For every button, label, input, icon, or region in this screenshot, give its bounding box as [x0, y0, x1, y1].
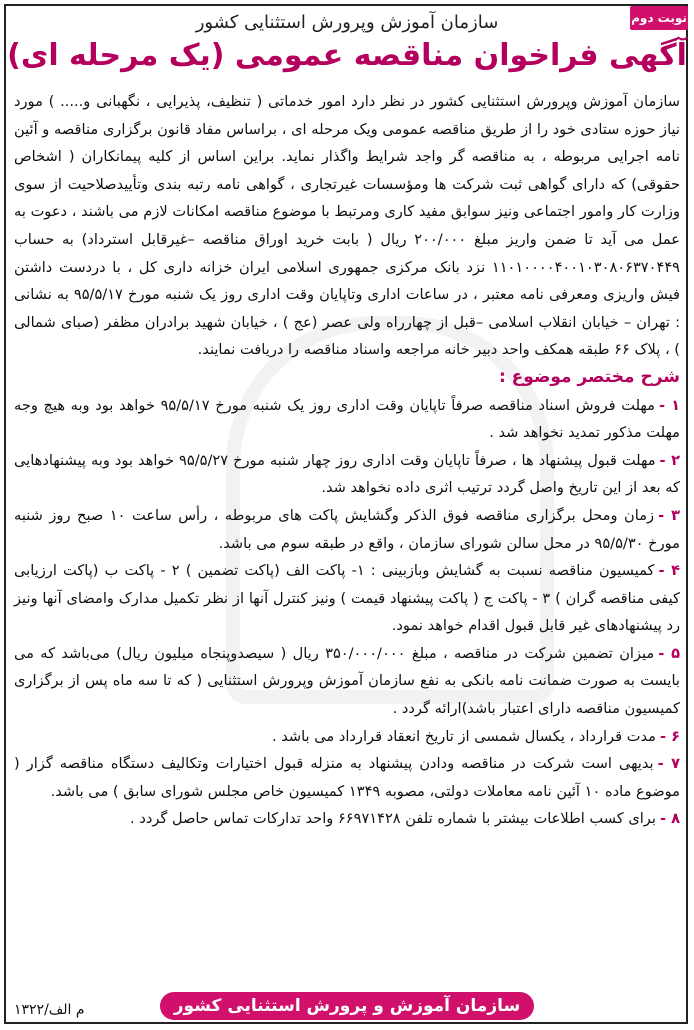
item-number: ۲ -	[659, 451, 680, 469]
item-text: بدیهی است شرکت در مناقصه ودادن پیشنهاد به منزله قبول اختیارات وتکالیف دستگاه مناقصه گزار ( موضوع ماده ۱۰ آئین نامه معاملات دولتی، مصوبه ۱۳۴۹ کمیسیون خاص مجلس شورای سابق ) می باشد.	[14, 755, 680, 800]
item-text: برای کسب اطلاعات بیشتر با شماره تلفن ۶۶۹۷۱۴۲۸ واحد تدارکات تماس حاصل گردد .	[130, 810, 656, 828]
item-number: ۳ -	[658, 506, 681, 524]
item-number: ۷ -	[657, 755, 681, 773]
item-number: ۱ -	[658, 396, 680, 414]
organization-header: سازمان آموزش وپرورش استثنایی کشور	[195, 12, 499, 33]
item-text: مهلت فروش اسناد مناقصه صرفاً تاپایان وقت اداری روز یک شنبه مورخ ۹۵/۵/۱۷ خواهد بود وبه هیچ وجه مهلت مذکور تمدید نخواهد شد .	[14, 396, 680, 442]
list-item	[14, 750, 680, 805]
items-list	[14, 392, 680, 834]
list-item	[14, 502, 680, 557]
list-item	[14, 557, 680, 640]
item-text: کمیسیون مناقصه نسبت به گشایش وبازبینی : ۱- پاکت الف (پاکت تضمین ) ۲ - پاکت ب (پاکت ارزیابی کیفی مناقصه گران ) ۳ - پاکت ج ( پاکت پیشنهاد قیمت ) ونیز کنترل آنها از نظر تکمیل مدارک وامضای آنها ونیز رد پیشنهادهای غیر قابل قبول اقدام خواهد نمود.	[14, 562, 680, 635]
item-text: مدت قرارداد ، یکسال شمسی از تاریخ انعقاد قرارداد می باشد .	[271, 727, 656, 745]
item-number: ۴ -	[658, 562, 680, 580]
item-number: ۶ -	[659, 727, 680, 745]
list-item	[14, 723, 680, 751]
ad-body	[14, 88, 680, 833]
item-number: ۸ -	[659, 810, 680, 828]
list-item	[14, 640, 680, 723]
footer-banner: سازمان آموزش و پرورش استثنایی کشور	[160, 992, 534, 1020]
item-number: ۵ -	[658, 644, 680, 662]
item-text: میزان تضمین شرکت در مناقصه ، مبلغ ۳۵۰/۰۰۰/۰۰۰ ریال ( سیصدوپنجاه میلیون ریال) می‌باشد که می بایست به صورت ضمانت نامه بانکی به نفع سازمان آموزش وپرورش استثنایی ( که تا سه ماه پس از برگزاری کمیسیون مناقصه دارای اعتبار باشد)ارائه گردد .	[14, 644, 680, 718]
item-text: مهلت قبول پیشنهاد ها ، صرفاً تاپایان وقت اداری روز چهار شنبه مورخ ۹۵/۵/۲۷ خواهد بود وبه پیشنهادهایی که بعد از این تاریخ واصل گردد ترتیب اثری داده نخواهد شد.	[14, 451, 680, 497]
item-text: زمان ومحل برگزاری مناقصه فوق الذکر وگشایش پاکت های مربوطه ، رأس ساعت ۱۰ صبح روز شنبه مورخ ۹۵/۵/۳۰ در محل سالن شورای سازمان ، واقع در طبقه سوم می باشد.	[14, 506, 680, 552]
list-item	[14, 805, 680, 833]
list-item	[14, 447, 680, 502]
intro-paragraph: سازمان آموزش وپرورش استثنایی کشور در نظر دارد امور خدماتی ( تنظیف، پذیرایی ، نگهبانی و..... ) مورد نیاز حوزه ستادی خود را از طریق مناقصه عمومی ویک مرحله ای ، براساس مفاد قانون برگزاری مناقصه و آئین نامه اجرایی مربوطه ، به مناقصه گر واجد شرایط واگذار نماید. براین اساس از کلیه پیمانکاران ( اشخاص حقوقی) که دارای گواهی ثبت شرکت ها ومؤسسات غیرتجاری ، گواهی نامه رتبه بندی وتأییدصلاحیت از سوی وزارت کار وامور اجتماعی ونیز سوابق مفید کاری ومرتبط با موضوع مناقصه امکانات لازم می باشند ، دعوت به عمل می آید تا ضمن واریز مبلغ ۲۰۰/۰۰۰ ریال ( بابت خرید اوراق مناقصه –غیرقابل استرداد) به حساب ۱۱۰۱۰۰۰۰۴۰۰۱۰۳۰۸۰۶۳۷۰۴۴۹ نزد بانک مرکزی جمهوری اسلامی ایران خزانه داری کل ، با دردست داشتن فیش واریزی ومعرفی نامه معتبر ، در ساعات اداری وتاپایان وقت اداری روز یک شنبه مورخ ۹۵/۵/۱۷ به نشانی : تهران – خیابان انقلاب اسلامی –قبل از چهارراه ولی عصر (عج ) ، خیابان شهید برادران مظفر (صبای شمالی ) ، پلاک ۶۶ طبقه همکف واحد دبیر خانه مراجعه واسناد مناقصه را دریافت نمایند.	[14, 93, 680, 359]
page-title: آگهی فراخوان مناقصه عمومی (یک مرحله ای)	[7, 38, 687, 73]
ad-code: ۱۳۲۲/م الف	[14, 1002, 85, 1018]
round-badge: نوبت دوم	[630, 6, 688, 30]
section-title: شرح مختصر موضوع :	[498, 366, 680, 387]
list-item	[14, 392, 680, 447]
